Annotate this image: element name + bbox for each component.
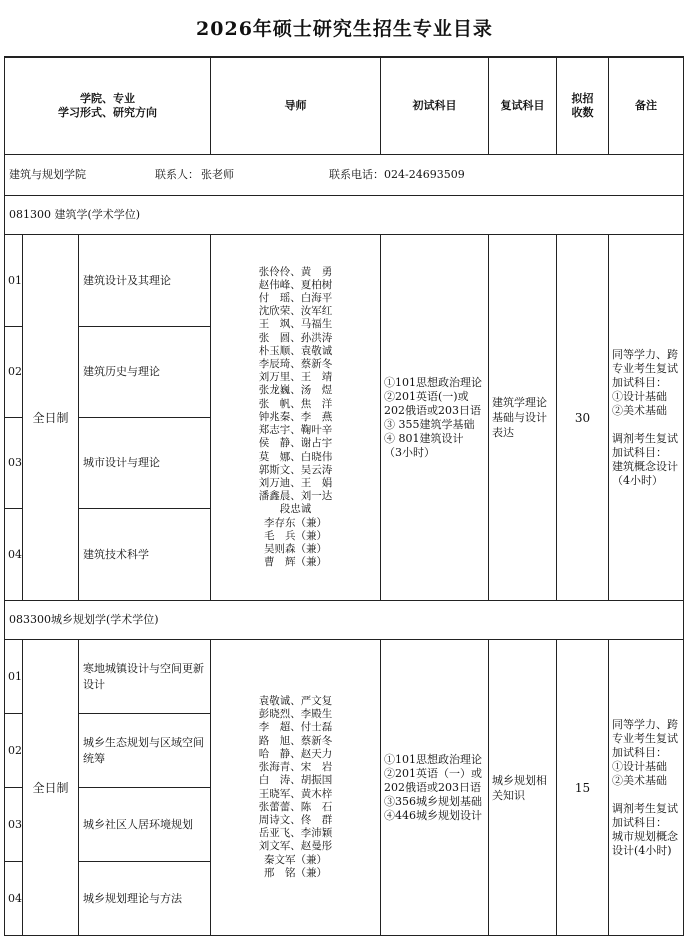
header-college-line2: 学习形式、研究方向 [58,106,157,119]
header-quota-line2: 收数 [571,106,594,119]
page-title: 2026年硕士研究生招生专业目录 [196,18,493,40]
direction-name: 城乡社区人居环境规划 [79,788,211,862]
contact-name: 张老师 [201,168,234,181]
advisor-list: 袁敬诚、严文复 彭晓烈、李殿生 李 超、付士磊 路 旭、蔡新冬 哈 静、赵天力 张海青、宋 岩 白 涛、胡振国 王晓军、黄木梓 张蕾蕾、陈 石 周诗文、佟 群 岳亚飞、李沛颖 刘文军、赵曼彤 秦文军（兼） 邢 铭（兼） [211,640,381,936]
advisor-list: 张伶伶、黄 勇 赵伟峰、夏柏树 付 瑶、白海平 沈欣荣、汝军红 王 飒、马福生 张 圆、孙洪涛 朴玉顺、袁敬诚 李辰琦、蔡新冬 刘万里、王 靖 张龙巍、汤 煜 张 帆、焦 洋 钟兆秦、李 燕 郑志宇、鞠叶辛 侯 静、谢占宇 莫 娜、白晓伟 郭斯文、吴云涛 刘万迪、王 娟 潘鑫晨、刘一达 段忠诚 李存东（兼） 毛 兵（兼） 吴则森（兼） 曹 辉（兼） [211,235,381,601]
direction-row [5,640,684,714]
header-quota [557,57,609,155]
direction-name: 城乡生态规划与区域空间统筹 [79,714,211,788]
direction-number: 02 [5,714,23,788]
header-exam: 初试科目 [381,57,489,155]
header-advisors: 导师 [211,57,381,155]
header-row [5,57,684,155]
major-row [5,196,684,235]
direction-number: 02 [5,327,23,418]
study-mode: 全日制 [23,235,79,601]
direction-number: 01 [5,235,23,327]
quota-value: 15 [557,640,609,936]
direction-name: 建筑技术科学 [79,509,211,601]
major-title: 081300 建筑学(学术学位) [5,196,684,235]
header-retest: 复试科目 [489,57,557,155]
direction-number: 03 [5,418,23,509]
direction-number: 04 [5,509,23,601]
direction-number: 03 [5,788,23,862]
direction-name: 城乡规划理论与方法 [79,862,211,936]
retest-subjects: 建筑学理论基础与设计表达 [489,235,557,601]
exam-subjects: ①101思想政治理论 ②201英语（一）或202俄语或203日语 ③356城乡规划基础 ④446城乡规划设计 [381,640,489,936]
direction-name: 寒地城镇设计与空间更新设计 [79,640,211,714]
header-college [5,57,211,155]
catalog-table [4,56,684,936]
direction-name: 建筑历史与理论 [79,327,211,418]
direction-number: 01 [5,640,23,714]
college-name: 建筑与规划学院 [9,168,86,181]
quota-value: 30 [557,235,609,601]
phone-number: 024-24693509 [384,168,465,181]
college-info [5,155,684,196]
college-row [5,155,684,196]
study-mode: 全日制 [23,640,79,936]
retest-subjects: 城乡规划相关知识 [489,640,557,936]
contact-label: 联系人： [155,168,199,181]
major-row [5,601,684,640]
exam-subjects: ①101思想政治理论 ②201英语(一)或202俄语或203日语 ③ 355建筑学基础 ④ 801建筑设计 （3小时） [381,235,489,601]
notes-text: 同等学力、跨专业考生复试加试科目： ①设计基础 ②美术基础 调剂考生复试加试科目： 建筑概念设计 （4小时） [609,235,684,601]
direction-name: 城市设计与理论 [79,418,211,509]
major-title: 083300城乡规划学(学术学位) [5,601,684,640]
header-college-line1: 学院、专业 [80,92,135,105]
direction-number: 04 [5,862,23,936]
header-notes: 备注 [609,57,684,155]
phone-label: 联系电话： [329,168,384,181]
header-quota-line1: 拟招 [571,92,594,105]
notes-text: 同等学力、跨专业考生复试加试科目： ①设计基础 ②美术基础 调剂考生复试加试科目： 城市规划概念设计(4小时) [609,640,684,936]
direction-row [5,235,684,327]
direction-name: 建筑设计及其理论 [79,235,211,327]
